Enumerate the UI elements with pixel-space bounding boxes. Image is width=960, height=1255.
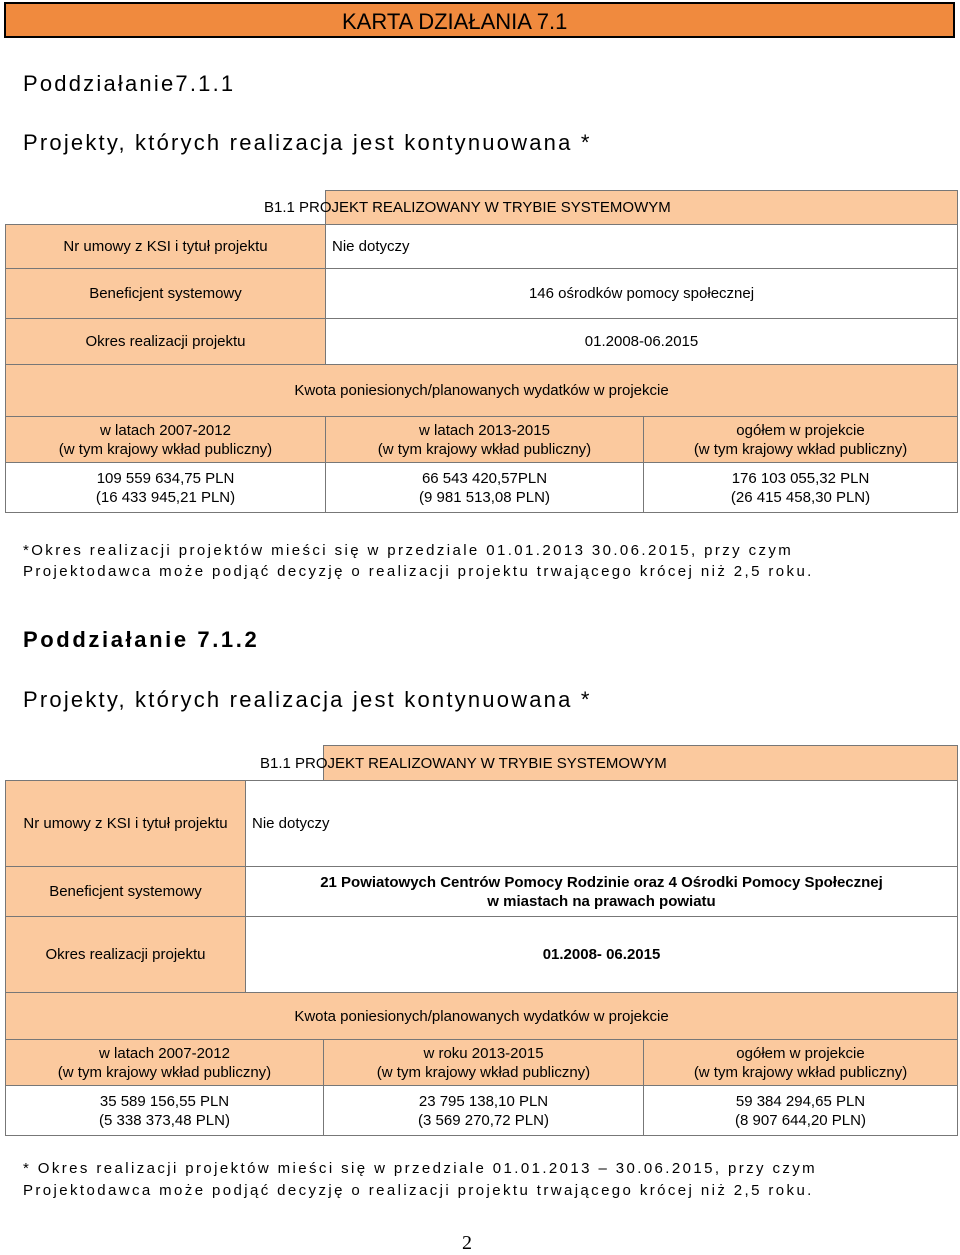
contract-label: Nr umowy z KSI i tytuł projektu [6, 225, 326, 269]
expenses-value: 23 795 138,10 PLN (3 569 270,72 PLN) [324, 1086, 644, 1136]
subaction-heading-2: Poddziałanie 7.1.2 [23, 627, 260, 652]
expenses-col-header: w roku 2013-2015 (w tym krajowy wkład publiczny) [324, 1040, 644, 1086]
contract-value: Nie dotyczy [246, 781, 958, 867]
beneficiary-value: 21 Powiatowych Centrów Pomocy Rodzinie oraz 4 Ośrodki Pomocy Społecznej w miastach na prawach powiatu [246, 867, 958, 917]
expenses-col-header: w latach 2007-2012 (w tym krajowy wkład publiczny) [6, 1040, 324, 1086]
projects-subtitle-1: Projekty, których realizacja jest kontynuowana * [23, 130, 592, 155]
footnote-line-1: * Okres realizacji projektów mieści się w przedziale 01.01.2013 – 30.06.2015, przy czym [23, 1160, 818, 1177]
projects-subtitle-2: Projekty, których realizacja jest kontynuowana * [23, 687, 592, 712]
subaction-heading-1: Poddziałanie7.1.1 [23, 71, 236, 96]
action-card-banner [4, 2, 955, 38]
expenses-value: 109 559 634,75 PLN (16 433 945,21 PLN) [6, 463, 326, 513]
expenses-value: 66 543 420,57PLN (9 981 513,08 PLN) [326, 463, 644, 513]
period-label: Okres realizacji projektu [6, 917, 246, 993]
expenses-col-header: ogółem w projekcie (w tym krajowy wkład publiczny) [644, 1040, 958, 1086]
period-value: 01.2008-06.2015 [326, 319, 958, 365]
expenses-header: Kwota poniesionych/planowanych wydatków w projekcie [6, 365, 958, 417]
contract-value: Nie dotyczy [326, 225, 958, 269]
project-table-2 [5, 745, 958, 1136]
period-label: Okres realizacji projektu [6, 319, 326, 365]
period-value: 01.2008- 06.2015 [246, 917, 958, 993]
page-number: 2 [462, 1232, 472, 1254]
project-table-1 [5, 190, 958, 513]
expenses-col-header: w latach 2007-2012 (w tym krajowy wkład publiczny) [6, 417, 326, 463]
footnote-line-1: *Okres realizacji projektów mieści się w przedziale 01.01.2013 30.06.2015, przy czym [23, 542, 794, 559]
expenses-value: 59 384 294,65 PLN (8 907 644,20 PLN) [644, 1086, 958, 1136]
expenses-col-header: w latach 2013-2015 (w tym krajowy wkład publiczny) [326, 417, 644, 463]
banner-title: KARTA DZIAŁANIA 7.1 [342, 9, 568, 34]
beneficiary-value: 146 ośrodków pomocy społecznej [326, 269, 958, 319]
expenses-value: 176 103 055,32 PLN (26 415 458,30 PLN) [644, 463, 958, 513]
footnote-line-2: Projektodawca może podjąć decyzję o realizacji projektu trwającego krócej niż 2,5 roku. [23, 1182, 814, 1199]
expenses-header: Kwota poniesionych/planowanych wydatków w projekcie [6, 993, 958, 1040]
beneficiary-label: Beneficjent systemowy [6, 867, 246, 917]
beneficiary-label: Beneficjent systemowy [6, 269, 326, 319]
project-mode-header: B1.1 PROJEKT REALIZOWANY W TRYBIE SYSTEMOWYM [324, 746, 958, 781]
expenses-col-header: ogółem w projekcie (w tym krajowy wkład publiczny) [644, 417, 958, 463]
contract-label: Nr umowy z KSI i tytuł projektu [6, 781, 246, 867]
project-mode-header: B1.1 PROJEKT REALIZOWANY W TRYBIE SYSTEMOWYM [326, 191, 958, 225]
expenses-value: 35 589 156,55 PLN (5 338 373,48 PLN) [6, 1086, 324, 1136]
footnote-line-2: Projektodawca może podjąć decyzję o realizacji projektu trwającego krócej niż 2,5 roku. [23, 563, 814, 580]
